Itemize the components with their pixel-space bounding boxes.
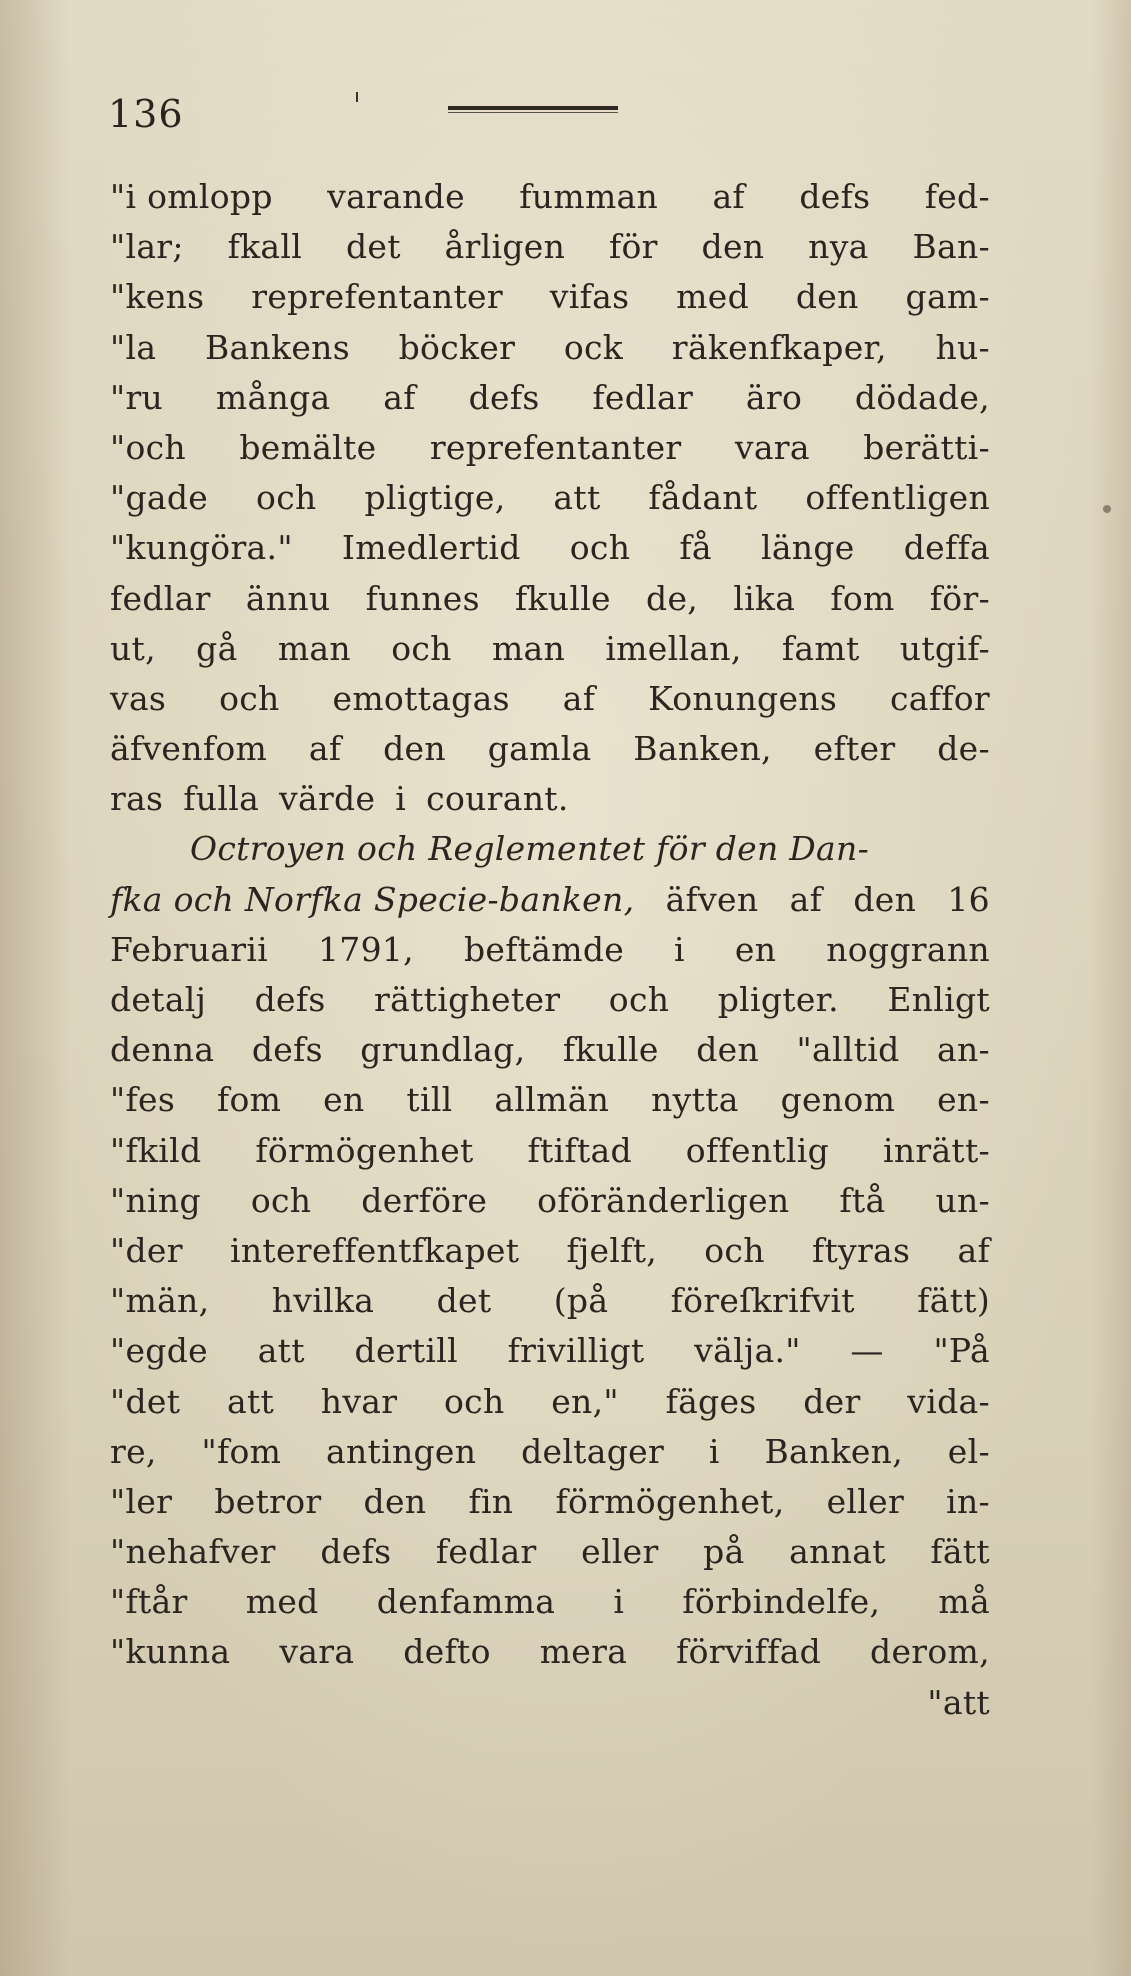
word: caffor [889,678,990,718]
word: Enligt [887,980,990,1019]
paper-stain [1103,505,1111,513]
word: reprefentanter [429,427,682,467]
text-line [110,272,990,322]
word: "ftår [110,1582,188,1622]
word: årligen [444,227,566,267]
word: — [850,1331,884,1371]
word: denfamma [376,1582,556,1622]
word: nytta [651,1080,739,1120]
word: det [345,227,401,267]
word: fom [830,578,895,618]
word: ut, [110,628,156,668]
word: fkulle [514,578,611,618]
word: 1791, [318,929,414,969]
word: fkulle [562,1030,659,1070]
word: reprefentanter [251,277,503,317]
word: af [383,377,416,417]
word: fka och Norfka Specie-banken, [110,879,635,919]
word: utgif- [899,628,990,668]
text-line [110,1025,990,1075]
text-line [110,875,990,925]
word: må [938,1582,990,1622]
word: de- [937,729,990,769]
word: en- [937,1080,990,1120]
text-line [110,1226,990,1276]
word: Bankens [204,327,350,367]
word: på [703,1532,745,1572]
word: i [708,1431,720,1471]
text-line [110,774,990,824]
word: äfvenfom [110,729,268,769]
word: och [704,1230,765,1270]
text-line [110,323,990,373]
word: offentligen [805,478,990,518]
word: (på [553,1281,609,1321]
word: en," [551,1381,619,1421]
word: "i omlopp [110,177,273,216]
word: derföre [361,1180,488,1220]
word: ftå [839,1180,886,1220]
word: af [562,678,596,718]
text-line [110,975,990,1025]
word: förbindelfe, [682,1582,881,1622]
word: hvilka [271,1281,375,1321]
word: defs [251,1030,323,1070]
word: Banken, [764,1431,904,1471]
word: offentlig [685,1130,830,1170]
text-line [110,1075,990,1125]
word: deffa [903,528,990,568]
text-line [110,824,990,874]
word: pligtige, [364,478,506,518]
header-rule [448,106,618,113]
word: i [674,929,685,969]
word: välja." [694,1331,801,1371]
text-line [110,473,990,523]
word: pligter. [717,980,839,1019]
word: en [734,929,777,969]
body-text [110,172,990,1728]
word: gam- [905,277,990,317]
word: "kunna [110,1632,231,1672]
word: "ru [110,377,164,417]
word: af [789,879,823,919]
word: gå [196,628,238,668]
word: vida- [907,1381,990,1421]
word: fätt [930,1532,990,1572]
word: med [245,1582,319,1622]
word: och [256,478,317,518]
word: och [219,678,280,718]
text-line [110,1527,990,1577]
word: böcker [398,327,516,367]
text-line [110,1326,990,1376]
word: i [395,779,407,819]
word: beftämde [463,929,625,969]
text-line [110,222,990,272]
word: värde [279,779,376,819]
word: fumman [519,177,659,216]
text-line [110,1276,990,1326]
word: "egde [110,1331,208,1371]
text-line [110,1477,990,1527]
word: grundlag, [360,1030,526,1070]
word: defs [320,1532,392,1572]
word: "fkild [110,1130,202,1170]
word: vara [279,1632,355,1672]
word: många [215,377,331,417]
word: fjelft, [566,1230,658,1270]
word: äro [745,377,803,417]
word: derom, [870,1632,990,1672]
word: fkall [227,227,303,267]
word: nya [808,227,869,267]
text-line [110,925,990,975]
word: af [712,177,745,216]
word: och [608,980,670,1019]
word: fedlar [592,377,694,417]
word: defs [468,377,540,417]
header-mark [356,92,358,102]
word: defto [403,1632,491,1672]
word: Octroyen och Reglementet för den Dan- [190,829,870,869]
word: "alltid [796,1030,900,1070]
word: få [679,528,712,568]
text-line [110,624,990,674]
word: att [226,1381,275,1421]
word: genom [780,1080,896,1120]
text-line [110,1176,990,1226]
word: fin [468,1481,514,1521]
word: en [323,1080,365,1120]
word: betror [214,1481,322,1521]
word: Konungens [648,678,838,718]
text-line [110,1377,990,1427]
word: äfven [665,879,759,919]
text-line [110,423,990,473]
word: intereffentfkapet [230,1230,520,1270]
word: den [696,1030,760,1070]
word: detalj [110,980,207,1019]
word: fulla [183,779,260,819]
word: fätt) [917,1281,990,1321]
text-line [110,523,990,573]
word: oföränderligen [537,1180,790,1220]
text-line [110,172,990,222]
word: courant. [426,779,569,819]
word: "fes [110,1080,176,1120]
word: Imedlertid [341,528,521,568]
page-header [108,92,1031,136]
word: Februarii [110,929,269,969]
word: i [613,1582,625,1622]
word: hvar [320,1381,398,1421]
word: noggrann [826,929,990,969]
catchword-line [110,1678,990,1728]
text-line [110,1126,990,1176]
word: och [569,528,631,568]
word: den [853,879,917,919]
word: der [803,1381,861,1421]
text-line [110,373,990,423]
word: el- [947,1431,990,1471]
word: frivilligt [507,1331,645,1371]
word: annat [789,1532,886,1572]
word: re, [110,1431,157,1471]
word: varande [327,177,465,216]
word: deltager [521,1431,665,1471]
word: "kungöra." [110,528,293,568]
word: mera [539,1632,628,1672]
word: fedlar [435,1532,537,1572]
word: "nehafver [110,1532,276,1572]
word: man [491,628,566,668]
word: de, [646,578,699,618]
word: räkenfkaper, [671,327,887,367]
word: att [553,478,601,518]
word: dödade, [854,377,990,417]
word: un- [935,1180,990,1220]
word: "och [110,427,186,467]
word: rättigheter [374,980,561,1019]
word: till [406,1080,453,1120]
word: allmän [494,1080,610,1120]
word: berätti- [863,427,990,467]
word: "ler [110,1481,173,1521]
word: efter [813,729,896,769]
word: länge [760,528,855,568]
word: den [701,227,765,267]
word: ftiftad [527,1130,632,1170]
word: fed- [924,177,990,216]
word: förmögenhet, [555,1481,785,1521]
text-line [110,724,990,774]
word: "ning [110,1180,201,1220]
word: förviffad [676,1632,822,1672]
word: "lar; [110,227,184,267]
word: in- [946,1481,990,1521]
word: med [676,277,750,317]
word: för [608,227,658,267]
word: vara [734,427,810,467]
text-line [110,1577,990,1627]
word: Banken, [633,729,772,769]
catchword: "att [927,1682,990,1722]
word: af [957,1230,990,1270]
word: an- [936,1030,990,1070]
word: eller [581,1532,659,1572]
word: hu- [935,327,990,367]
word: förmögenhet [255,1130,474,1170]
word: ftyras [811,1230,911,1270]
word: fäges [665,1381,757,1421]
word: fådant [648,478,758,518]
word: det [436,1281,492,1321]
word: och [391,628,452,668]
word: denna [110,1030,215,1070]
word: "fom [201,1431,282,1471]
word: "la [110,327,157,367]
word: och [250,1180,312,1220]
word: man [277,628,351,668]
word: antingen [326,1431,477,1471]
word: "kens [110,277,205,317]
word: bemälte [239,427,377,467]
word: lika [733,578,796,618]
text-line [110,1427,990,1477]
word: och [444,1381,505,1421]
word: defs [799,177,871,216]
word: inrätt- [882,1130,990,1170]
word: "gade [110,478,209,518]
word: af [308,729,342,769]
word: "det [110,1381,181,1421]
text-line [110,574,990,624]
word: "På [933,1331,990,1371]
word: eller [826,1481,905,1521]
word: den [363,1481,427,1521]
page-number: 136 [108,92,184,136]
word: den [383,729,446,769]
text-line [110,1627,990,1677]
word: dertill [354,1331,458,1371]
word: imellan, [605,628,742,668]
word: "der [110,1230,183,1270]
word: emottagas [332,678,510,718]
word: fedlar [110,578,211,618]
word: ock [563,327,624,367]
word: defs [254,980,326,1019]
word: gamla [487,729,592,769]
word: föreſkrifvit [670,1281,855,1321]
word: den [795,277,859,317]
word: 16 [947,879,990,919]
word: för- [929,578,990,618]
word: vifas [549,277,630,317]
word: ännu [245,578,331,618]
word: Ban- [912,227,990,267]
word: funnes [365,578,480,618]
text-line [110,674,990,724]
word: fom [216,1080,282,1120]
word: "män, [110,1281,210,1321]
word: famt [781,628,860,668]
word: vas [110,678,167,718]
word: att [257,1331,305,1371]
word: ras [110,779,164,819]
